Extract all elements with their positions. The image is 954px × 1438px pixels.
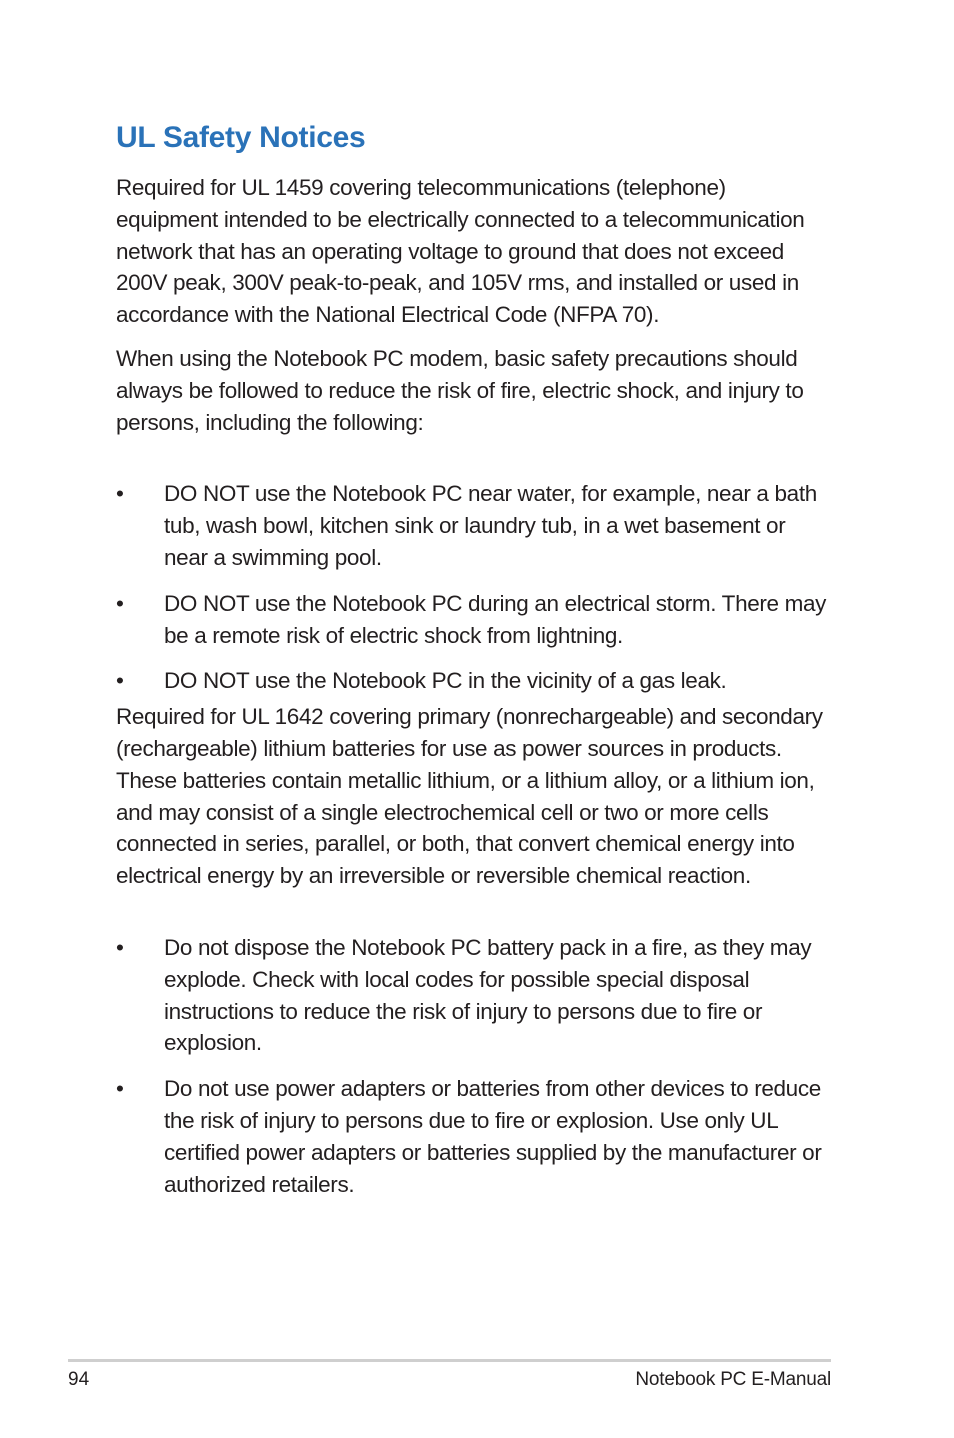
battery-bullet-list: [116, 932, 828, 1200]
bullet-icon: •: [116, 481, 124, 507]
bullet-text: Do not use power adapters or batteries from other devices to reduce the risk of injury to persons due to fire or explosion. Use only UL certified power adapters or batteries supplied by the manufacturer or authorized retailers.: [164, 1076, 822, 1197]
page-content: [116, 118, 828, 1214]
bullet-icon: •: [116, 1076, 124, 1102]
bullet-icon: •: [116, 934, 124, 960]
list-item: [116, 932, 828, 1059]
bullet-text: Do not dispose the Notebook PC battery pack in a fire, as they may explode. Check with local codes for possible special disposal instructions to reduce the risk of injury to persons due to fire or explosion.: [164, 934, 812, 1056]
list-item: [116, 1073, 828, 1200]
bullet-text: DO NOT use the Notebook PC near water, for example, near a bath tub, wash bowl, kitchen sink or laundry tub, in a wet basement or near a swimming pool.: [164, 481, 817, 570]
manual-title: Notebook PC E-Manual: [635, 1369, 831, 1390]
footer-divider: [68, 1359, 831, 1362]
modem-bullet-list: [116, 478, 828, 697]
list-item: [116, 588, 828, 652]
bullet-text: DO NOT use the Notebook PC in the vicinity of a gas leak.: [164, 668, 727, 694]
ul1642-paragraph: Required for UL 1642 covering primary (nonrechargeable) and secondary (rechargeable) lithium batteries for use as power sources in products. These batteries contain metallic lithium, or a lithium alloy, or a lithium ion, and may consist of a single electrochemical cell or two or more cells connected in series, parallel, or both, that convert chemical energy into electrical energy by an irreversible or reversible chemical reaction.: [116, 704, 823, 889]
page-number: 94: [68, 1369, 90, 1390]
bullet-icon: •: [116, 590, 124, 616]
bullet-icon: •: [116, 668, 124, 694]
list-item: [116, 665, 828, 697]
ul1459-paragraph: Required for UL 1459 covering telecommunications (telephone) equipment intended to be electrically connected to a telecommunication network that has an operating voltage to ground that does not exceed 200V peak, 300V peak-to-peak, and 105V rms, and installed or used in accordance with the National Electrical Code (NFPA 70).: [116, 175, 805, 328]
modem-precautions-paragraph: When using the Notebook PC modem, basic safety precautions should always be followed to reduce the risk of fire, electric shock, and injury to persons, including the following:: [116, 345, 804, 435]
bullet-text: DO NOT use the Notebook PC during an electrical storm. There may be a remote risk of electric shock from lightning.: [164, 590, 827, 648]
page-title: UL Safety Notices: [116, 121, 366, 154]
list-item: [116, 478, 828, 573]
